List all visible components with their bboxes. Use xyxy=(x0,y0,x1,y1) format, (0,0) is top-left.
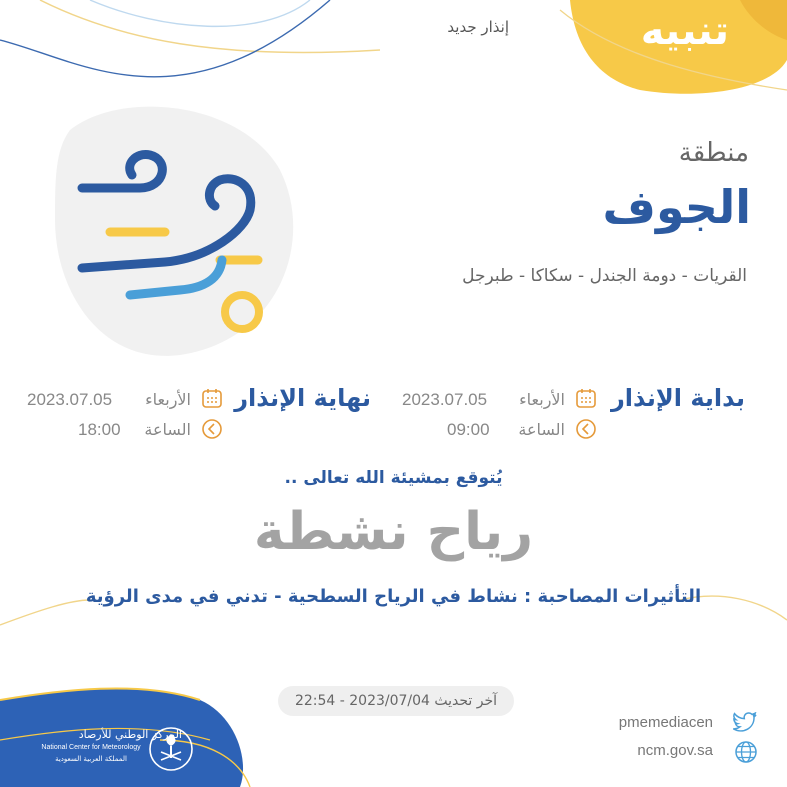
forecast-effects: التأثيرات المصاحبة : نشاط في الرياح السطحية - تدني في مدى الرؤية xyxy=(85,586,702,607)
region-label: منطقة xyxy=(678,138,749,168)
calendar-icon xyxy=(201,387,223,409)
warning-start-day: الأربعاء xyxy=(519,390,565,409)
forecast-expectation: يُتوقع بمشيئة الله تعالى .. xyxy=(284,468,503,488)
warning-start-date: 2023.07.05 xyxy=(402,390,488,409)
forecast-headline: رياح نشطة xyxy=(253,502,534,562)
last-update-badge: آخر تحديث 2023/07/04 - 22:54 xyxy=(278,686,514,716)
region-name: الجوف xyxy=(602,180,751,234)
clock-icon xyxy=(575,418,597,440)
wind-icon xyxy=(70,140,280,350)
warning-start-time-label: الساعة xyxy=(518,420,565,439)
calendar-icon xyxy=(575,387,597,409)
new-alert-label: إنذار جديد xyxy=(447,18,509,36)
website-link[interactable]: ncm.gov.sa xyxy=(637,742,713,759)
warning-end-time-label: الساعة xyxy=(144,420,191,439)
social-handle[interactable]: pmemediacen xyxy=(618,714,713,731)
warning-end-day: الأربعاء xyxy=(145,390,191,409)
twitter-icon[interactable] xyxy=(733,712,757,732)
org-country: المملكة العربية السعودية xyxy=(55,755,127,763)
alert-badge: تنبيه xyxy=(640,8,729,54)
warning-end-date: 2023.07.05 xyxy=(27,390,113,409)
warning-start-title: بداية الإنذار xyxy=(610,384,745,412)
warning-end-title: نهاية الإنذار xyxy=(234,384,371,412)
globe-icon[interactable] xyxy=(734,740,758,764)
clock-icon xyxy=(201,418,223,440)
org-name-arabic: المركز الوطني للأرصاد xyxy=(78,728,182,741)
warning-start-time: 09:00 xyxy=(447,420,490,439)
region-cities: القريات - دومة الجندل - سكاكا - طبرجل xyxy=(462,266,747,286)
warning-end-time: 18:00 xyxy=(78,420,121,439)
org-name-english: National Center for Meteorology xyxy=(41,744,141,751)
